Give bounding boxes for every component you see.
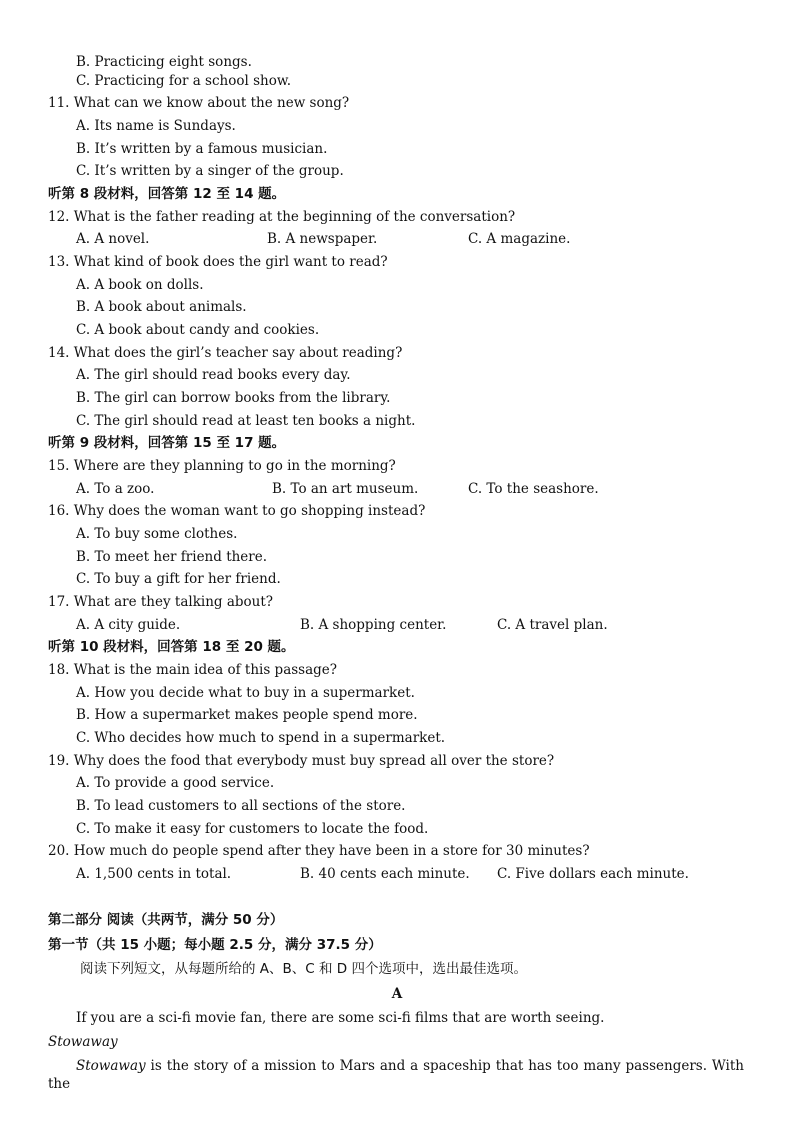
q13-stem: 13. What kind of book does the girl want to read? [48,254,388,270]
q15-option-c: C. To the seashore. [468,481,599,497]
passage-letter: A [391,986,403,1002]
passage-intro: If you are a sci-fi movie fan, there are some sci-fi films that are worth seeing. [76,1010,605,1026]
q17-option-a: A. A city guide. [76,617,181,633]
section-8-heading: 听第 8 段材料，回答第 12 至 14 题。 [48,186,286,202]
q13-option-c: C. A book about candy and cookies. [76,322,320,338]
film-title-heading: Stowaway [48,1034,118,1050]
q12-stem: 12. What is the father reading at the beginning of the conversation? [48,209,516,225]
q11-option-c: C. It’s written by a singer of the group. [76,163,344,179]
q11-option-b: B. It’s written by a famous musician. [76,141,328,157]
q11-option-a: A. Its name is Sundays. [76,118,236,134]
q19-option-b: B. To lead customers to all sections of the store. [76,798,406,814]
q20-option-c: C. Five dollars each minute. [497,866,689,882]
q17-option-c: C. A travel plan. [497,617,608,633]
part-2-heading: 第二部分 阅读（共两节，满分 50 分） [48,912,284,928]
q18-option-b: B. How a supermarket makes people spend more. [76,707,418,723]
q16-option-a: A. To buy some clothes. [76,526,238,542]
section-9-heading: 听第 9 段材料，回答第 15 至 17 题。 [48,435,286,451]
q19-stem: 19. Why does the food that everybody must buy spread all over the store? [48,753,555,769]
q14-option-b: B. The girl can borrow books from the library. [76,390,391,406]
q12-option-b: B. A newspaper. [267,231,378,247]
q18-option-a: A. How you decide what to buy in a supermarket. [76,685,415,701]
part-2-section-1-heading: 第一节（共 15 小题；每小题 2.5 分，满分 37.5 分） [48,937,382,953]
q14-option-a: A. The girl should read books every day. [76,367,351,383]
q15-stem: 15. Where are they planning to go in the morning? [48,458,396,474]
q20-option-b: B. 40 cents each minute. [300,866,470,882]
q19-option-a: A. To provide a good service. [76,775,275,791]
section-10-heading: 听第 10 段材料，回答第 18 至 20 题。 [48,639,295,655]
q10-option-b: B. Practicing eight songs. [76,54,252,70]
q20-stem: 20. How much do people spend after they have been in a store for 30 minutes? [48,843,590,859]
q13-option-a: A. A book on dolls. [76,277,204,293]
q19-option-c: C. To make it easy for customers to locate the food. [76,821,429,837]
q12-option-a: A. A novel. [76,231,150,247]
q14-stem: 14. What does the girl’s teacher say about reading? [48,345,403,361]
q15-option-b: B. To an art museum. [272,481,419,497]
q16-option-c: C. To buy a gift for her friend. [76,571,281,587]
q12-option-c: C. A magazine. [468,231,571,247]
film-title-inline: Stowaway [76,1058,146,1074]
film-description-text: is the story of a mission to Mars and a spaceship that has too many passengers. With the [48,1058,744,1092]
q17-option-b: B. A shopping center. [300,617,447,633]
q17-stem: 17. What are they talking about? [48,594,273,610]
q15-option-a: A. To a zoo. [76,481,155,497]
q11-stem: 11. What can we know about the new song? [48,95,350,111]
q18-stem: 18. What is the main idea of this passage? [48,662,338,678]
reading-instruction: 阅读下列短文，从每题所给的 A、B、C 和 D 四个选项中，选出最佳选项。 [80,961,527,977]
q18-option-c: C. Who decides how much to spend in a supermarket. [76,730,446,746]
film-description [48,1057,744,1093]
q16-option-b: B. To meet her friend there. [76,549,268,565]
q16-stem: 16. Why does the woman want to go shopping instead? [48,503,426,519]
q14-option-c: C. The girl should read at least ten books a night. [76,413,416,429]
q20-option-a: A. 1,500 cents in total. [76,866,232,882]
q10-option-c: C. Practicing for a school show. [76,73,292,89]
q13-option-b: B. A book about animals. [76,299,247,315]
